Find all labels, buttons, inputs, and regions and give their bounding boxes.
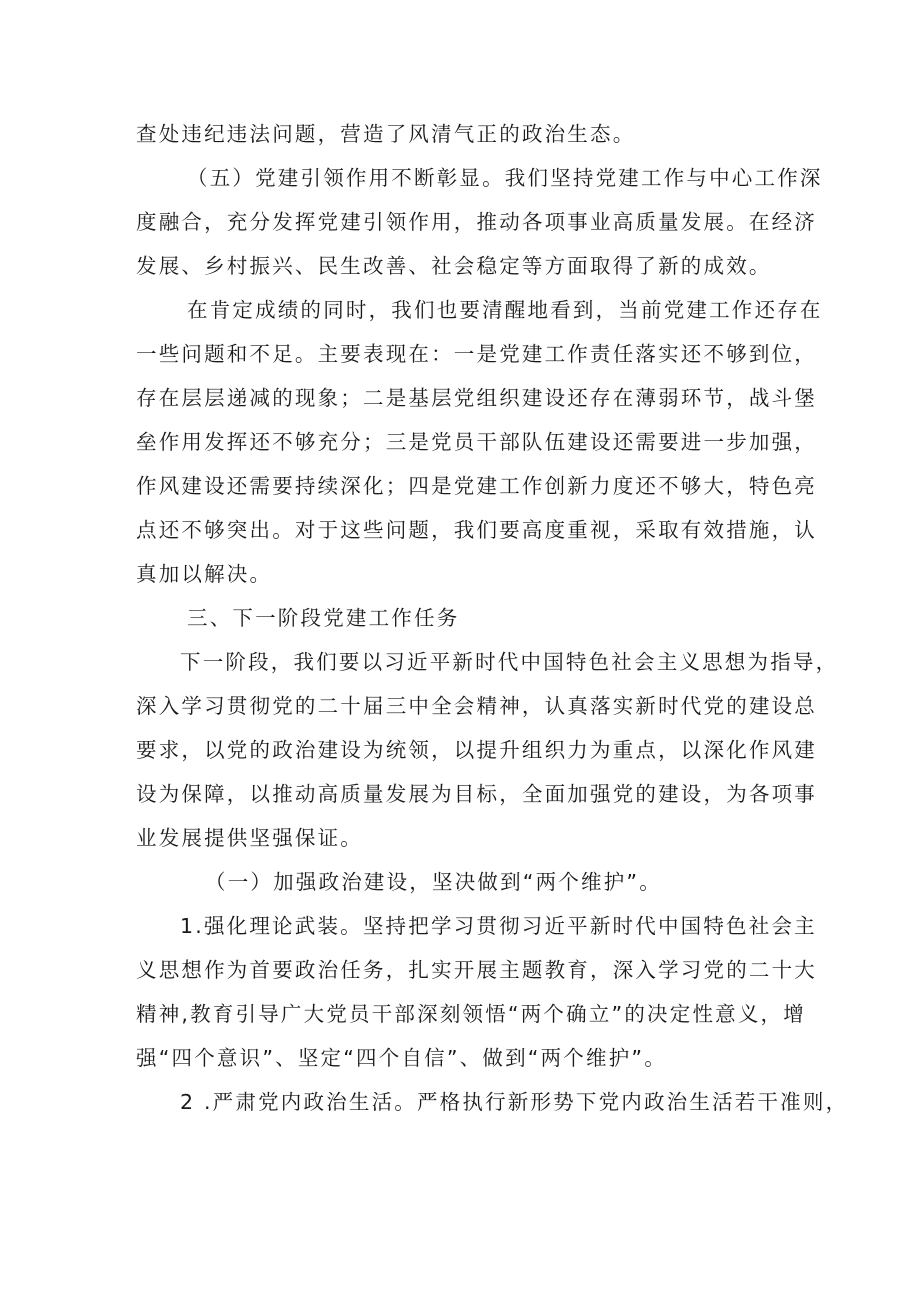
body-text-line: 要求，以党的政治建设为统领，以提升组织力为重点，以深化作风建 xyxy=(136,738,817,762)
body-text-line: 查处违纪违法问题，营造了风清气正的政治生态。 xyxy=(136,122,636,146)
body-text-line: 度融合，充分发挥党建引领作用，推动各项事业高质量发展。在经济 xyxy=(136,210,817,234)
body-text-line: 精神,教育引导广大党员干部深刻领悟“两个确立”的决定性意义，增 xyxy=(136,1002,806,1026)
body-text-line: 一些问题和不足。主要表现在：一是党建工作责任落实还不够到位， xyxy=(136,342,817,366)
body-text-line: 义思想作为首要政治任务，扎实开展主题教育，深入学习党的二十大 xyxy=(136,958,817,982)
body-text-line: 点还不够突出。对于这些问题，我们要高度重视，采取有效措施，认 xyxy=(136,518,817,542)
body-text-line: 深入学习贯彻党的二十届三中全会精神，认真落实新时代党的建设总 xyxy=(136,694,817,718)
body-text-line: 强“四个意识”、坚定“四个自信”、做到“两个维护”。 xyxy=(136,1046,667,1070)
body-text-line: 业发展提供坚强保证。 xyxy=(136,826,363,850)
subsection-heading: （一）加强政治建设，坚决做到“两个维护”。 xyxy=(205,870,662,894)
body-text-line: 存在层层递减的现象；二是基层党组织建设还存在薄弱环节，战斗堡 xyxy=(136,386,817,410)
paragraph-start-line: 在肯定成绩的同时，我们也要清醒地看到，当前党建工作还存在 xyxy=(187,298,823,322)
numbered-item-start: 2 .严肃党内政治生活。严格执行新形势下党内政治生活若干准则， xyxy=(180,1090,849,1114)
numbered-item-start: 1.强化理论武装。坚持把学习贯彻习近平新时代中国特色社会主 xyxy=(180,914,817,938)
body-text-line: 真加以解决。 xyxy=(136,562,273,586)
paragraph-start-line: 下一阶段，我们要以习近平新时代中国特色社会主义思想为指导， xyxy=(180,650,839,674)
body-text-line: 作风建设还需要持续深化；四是党建工作创新力度还不够大，特色亮 xyxy=(136,474,817,498)
body-text-line: 垒作用发挥还不够充分；三是党员干部队伍建设还需要进一步加强， xyxy=(136,430,817,454)
section-heading-line: （五）党建引领作用不断彰显。我们坚持党建工作与中心工作深 xyxy=(187,166,823,190)
body-text-line: 设为保障，以推动高质量发展为目标，全面加强党的建设，为各项事 xyxy=(136,782,817,806)
chapter-heading: 三、下一阶段党建工作任务 xyxy=(187,606,460,630)
body-text-line: 发展、乡村振兴、民生改善、社会稳定等方面取得了新的成效。 xyxy=(136,254,772,278)
